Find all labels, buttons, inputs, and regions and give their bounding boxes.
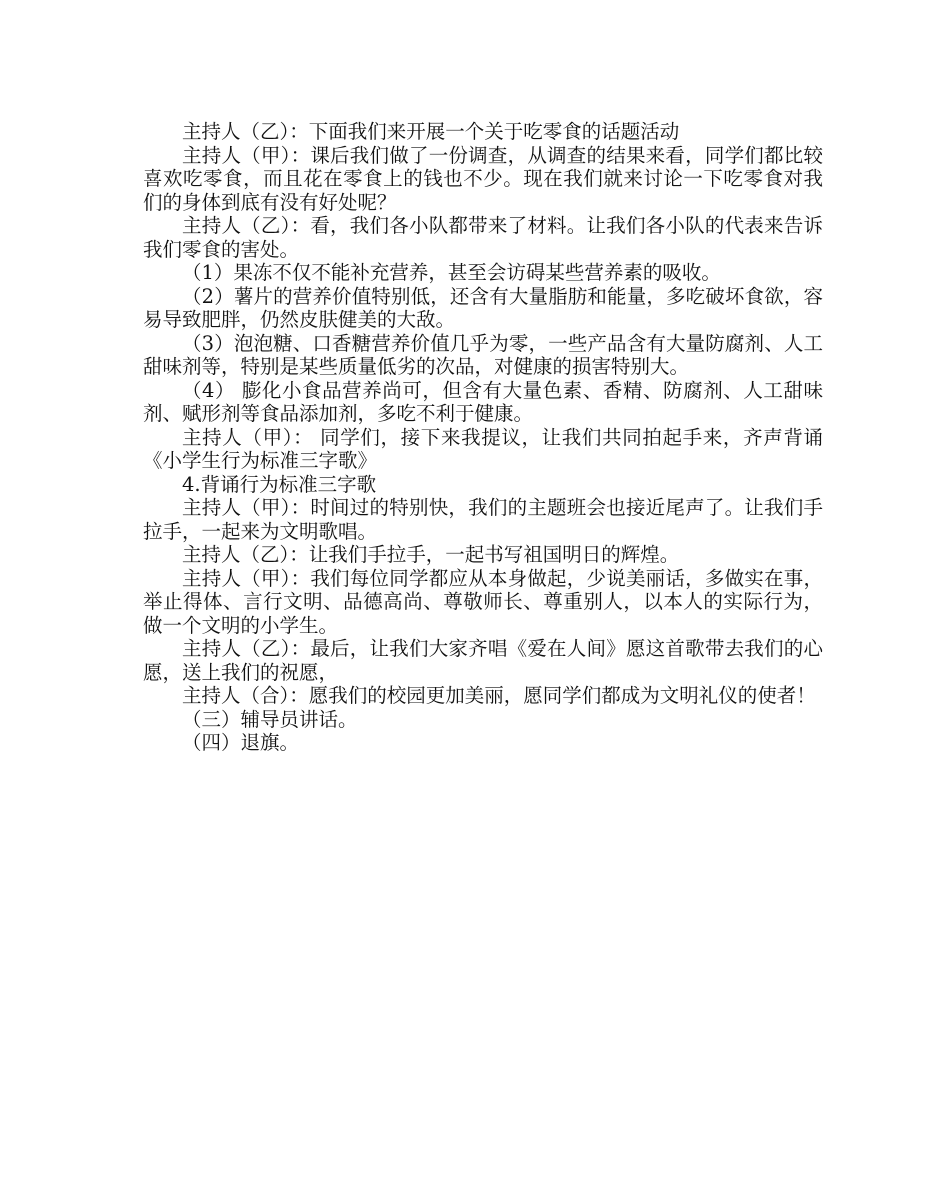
paragraph-host-b-materials: 主持人（乙）：看，我们各小队都带来了材料。让我们各小队的代表来告诉我们零食的害处。 <box>143 214 823 261</box>
paragraph-host-b-song: 主持人（乙）：最后，让我们大家齐唱《爱在人间》愿这首歌带去我们的心愿，送上我们的祝愿， <box>143 637 823 684</box>
paragraph-host-a-recite: 主持人（甲）： 同学们，接下来我提议，让我们共同拍起手来，齐声背诵《小学生行为标准三字歌》 <box>143 425 823 472</box>
paragraph-host-b-handinhand: 主持人（乙）：让我们手拉手，一起书写祖国明日的辉煌。 <box>182 543 680 566</box>
paragraph-item-3: （3）泡泡糖、口香糖营养价值几乎为零，一些产品含有大量防腐剂、人工甜味剂等，特别是某些质量低劣的次品，对健康的损害特别大。 <box>143 331 823 378</box>
paragraph-host-a-time: 主持人（甲）：时间过的特别快，我们的主题班会也接近尾声了。让我们手拉手，一起来为文明歌唱。 <box>143 496 823 543</box>
paragraph-host-together: 主持人（合）：愿我们的校园更加美丽，愿同学们都成为文明礼仪的使者！ <box>182 684 816 707</box>
paragraph-item-2: （2）薯片的营养价值特别低，还含有大量脂肪和能量，多吃破坏食欲，容易导致肥胖，仍然皮肤健美的大敌。 <box>143 284 823 331</box>
paragraph-host-a-survey: 主持人（甲）：课后我们做了一份调查，从调查的结果来看，同学们都比较喜欢吃零食，而且花在零食上的钱也不少。现在我们就来讨论一下吃零食对我们的身体到底有没有好处呢？ <box>143 143 823 214</box>
paragraph-host-a-civilized: 主持人（甲）：我们每位同学都应从本身做起，少说美丽话，多做实在事，举止得体、言行文明、品德高尚、尊敬师长、尊重别人，以本人的实际行为，做一个文明的小学生。 <box>143 566 823 637</box>
paragraph-counselor-speech: （三）辅导员讲话。 <box>182 707 358 731</box>
paragraph-item-4: （4） 膨化小食品营养尚可，但含有大量色素、香精、防腐剂、人工甜味剂、赋形剂等食品添加剂，多吃不利于健康。 <box>143 378 823 425</box>
paragraph-flag-lowering: （四）退旗。 <box>182 731 300 754</box>
document-body <box>143 120 823 755</box>
paragraph-item-1: （1）果冻不仅不能补充营养，甚至会访碍某些营养素的吸收。 <box>182 261 721 284</box>
paragraph-section-4: 4.背诵行为标准三字歌 <box>182 472 377 496</box>
paragraph-host-b-topic: 主持人（乙）：下面我们来开展一个关于吃零食的话题活动 <box>182 120 680 143</box>
